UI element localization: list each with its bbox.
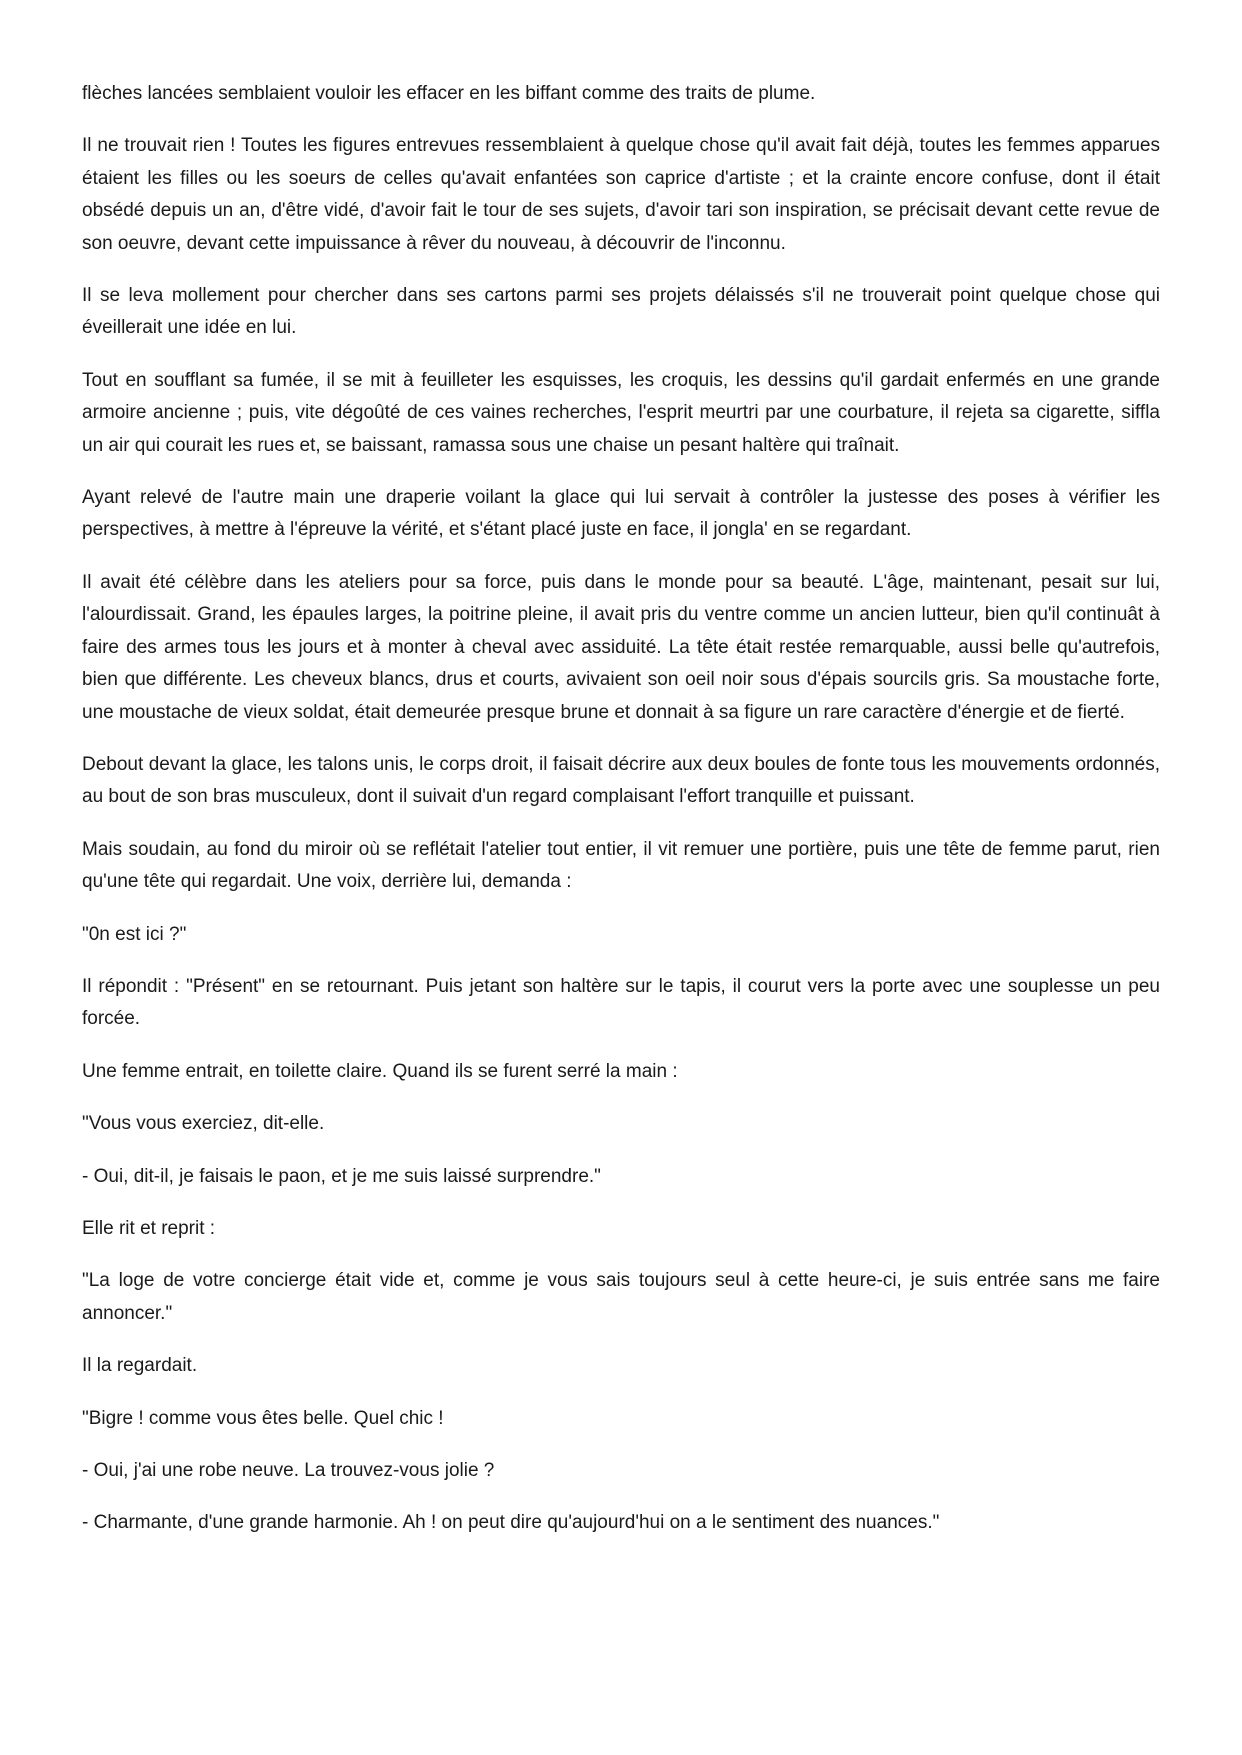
document-page xyxy=(82,78,1160,1560)
paragraph: Une femme entrait, en toilette claire. Quand ils se furent serré la main : xyxy=(82,1060,678,1082)
dialogue-line: - Oui, j'ai une robe neuve. La trouvez-vous jolie ? xyxy=(82,1460,495,1481)
paragraph: Elle rit et reprit : xyxy=(82,1217,216,1239)
paragraph: Il se leva mollement pour chercher dans ses cartons parmi ses projets délaissés s'il ne trouverait point quelque chose qui éveillerait une idée en lui. xyxy=(82,285,1160,339)
paragraph: Il répondit : "Présent" en se retournant. Puis jetant son haltère sur le tapis, il courut vers la porte avec une souplesse un peu forcée. xyxy=(82,975,1160,1030)
paragraph: flèches lancées semblaient vouloir les effacer en les biffant comme des traits de plume. xyxy=(82,83,816,104)
paragraph: Mais soudain, au fond du miroir où se reflétait l'atelier tout entier, il vit remuer une portière, puis une tête de femme parut, rien qu'une tête qui regardait. Une voix, derrière lui, demanda : xyxy=(82,838,1160,893)
dialogue-line: - Oui, dit-il, je faisais le paon, et je me suis laissé surprendre." xyxy=(82,1165,601,1187)
paragraph: Il ne trouvait rien ! Toutes les figures entrevues ressemblaient à quelque chose qu'il avait fait déjà, toutes les femmes apparues étaient les filles ou les soeurs de celles qu'avait enfantées son caprice d'artiste ; et la crainte encore confuse, dont il était obsédé depuis un an, d'être vidé, d'avoir fait le tour de ses sujets, d'avoir tari son inspiration, se précisait devant cette revue de son oeuvre, devant cette impuissance à rêver du nouveau, à découvrir de l'inconnu. xyxy=(82,135,1160,254)
dialogue-line: "Bigre ! comme vous êtes belle. Quel chic ! xyxy=(82,1407,444,1429)
paragraph: Ayant relevé de l'autre main une draperie voilant la glace qui lui servait à contrôler la justesse des poses à vérifier les perspectives, à mettre à l'épreuve la vérité, et s'étant placé juste en face, il jongla' en se regardant. xyxy=(82,487,1160,541)
dialogue-line: "0n est ici ?" xyxy=(82,923,187,945)
paragraph: Debout devant la glace, les talons unis, le corps droit, il faisait décrire aux deux boules de fonte tous les mouvements ordonnés, au bout de son bras musculeux, dont il suivait d'un regard complaisant l'effort tranquille et puissant. xyxy=(82,753,1160,808)
dialogue-line: "Vous vous exerciez, dit-elle. xyxy=(82,1113,325,1135)
dialogue-line: - Charmante, d'une grande harmonie. Ah ! on peut dire qu'aujourd'hui on a le sentiment des nuances." xyxy=(82,1512,940,1534)
paragraph: Il avait été célèbre dans les ateliers pour sa force, puis dans le monde pour sa beauté. L'âge, maintenant, pesait sur lui, l'alourdissait. Grand, les épaules larges, la poitrine pleine, il avait pris du ventre comme un ancien lutteur, bien qu'il continuât à faire des armes tous les jours et à monter à cheval avec assiduité. La tête était restée remarquable, aussi belle qu'autrefois, bien que différente. Les cheveux blancs, drus et courts, avivaient son oeil noir sous d'épais sourcils gris. Sa moustache forte, une moustache de vieux soldat, était demeurée presque brune et donnait à sa figure un rare caractère d'énergie et de fierté. xyxy=(82,571,1160,723)
paragraph: Tout en soufflant sa fumée, il se mit à feuilleter les esquisses, les croquis, les dessins qu'il gardait enfermés en une grande armoire ancienne ; puis, vite dégoûté de ces vaines recherches, l'esprit meurtri par une courbature, il rejeta sa cigarette, siffla un air qui courait les rues et, se baissant, ramassa sous une chaise un pesant haltère qui traînait. xyxy=(82,369,1160,456)
paragraph: Il la regardait. xyxy=(82,1355,198,1377)
dialogue-line: "La loge de votre concierge était vide et, comme je vous sais toujours seul à cette heure-ci, je suis entrée sans me faire annoncer." xyxy=(82,1270,1160,1324)
